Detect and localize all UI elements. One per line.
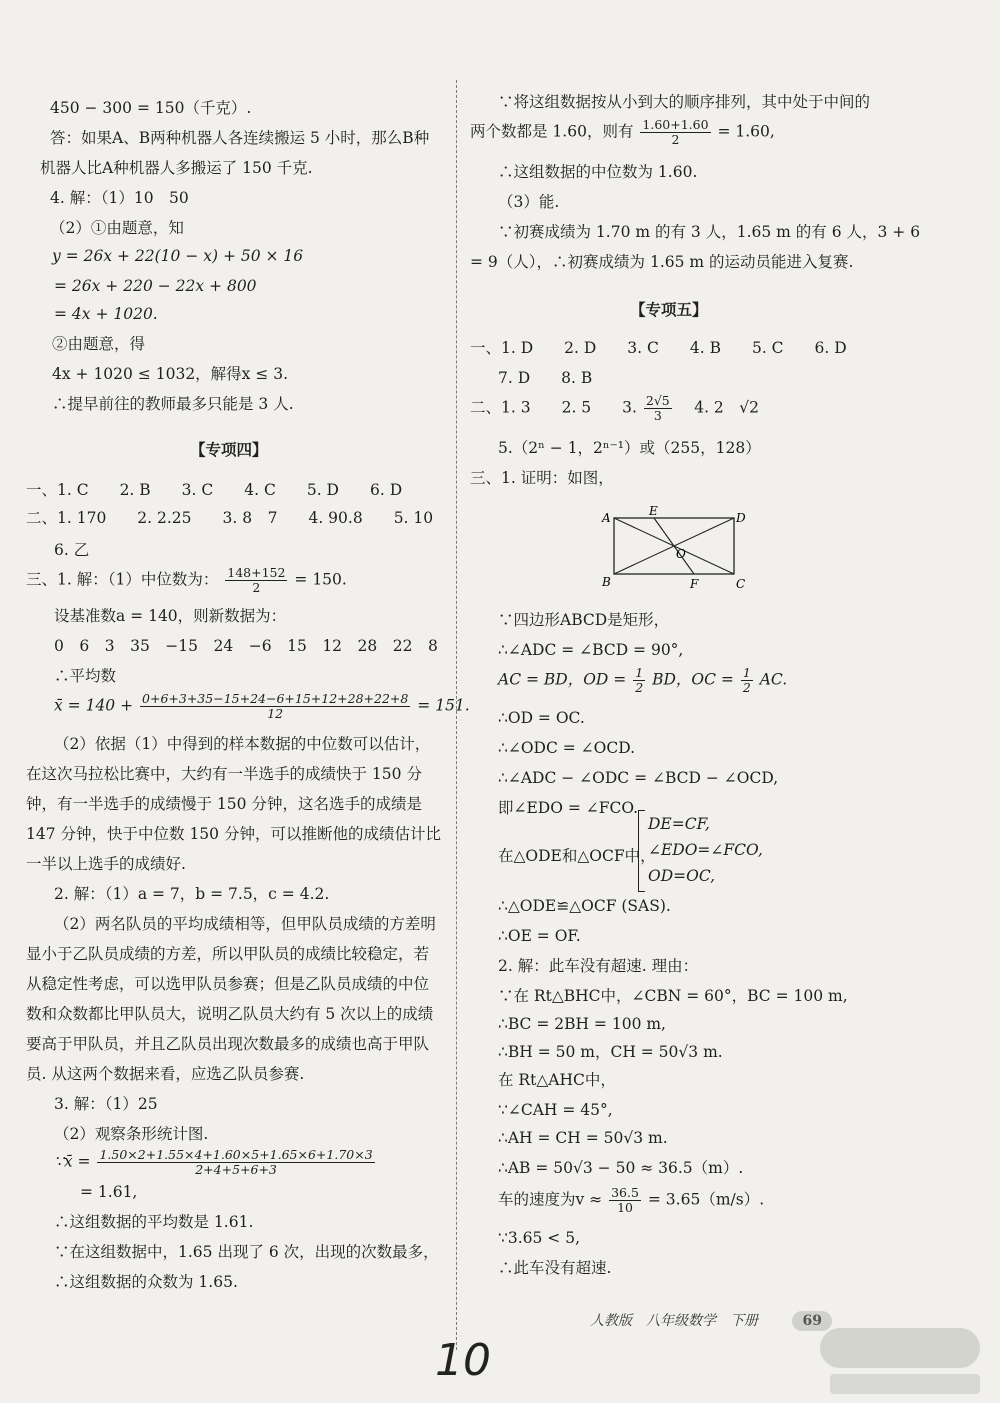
page-footer xyxy=(590,1310,832,1331)
equation-line: = 4x + 1020. xyxy=(54,305,158,323)
text-segment: 二、1. 3 2. 5 3. xyxy=(470,398,637,417)
equation-line: y = 26x + 22(10 − x) + 50 × 16 xyxy=(52,247,304,265)
fraction xyxy=(644,394,672,423)
text-segment: = 151. xyxy=(417,696,470,715)
answer-line: 二、1. 170 2. 2.25 3. 8 7 4. 90.8 5. 10 xyxy=(26,509,434,527)
fraction xyxy=(640,118,710,147)
fraction xyxy=(741,666,753,695)
text-line: 显小于乙队员成绩的方差，所以甲队员的成绩比较稳定，若 xyxy=(26,945,430,963)
text-segment: 两个数都是 1.60，则有 xyxy=(470,122,634,141)
text-line: 从稳定性考虑，可以选甲队员参赛；但是乙队员成绩的中位 xyxy=(26,975,430,993)
label-d: D xyxy=(736,511,746,525)
mean-line xyxy=(54,692,470,721)
answer-line: 一、1. D 2. D 3. C 4. B 5. C 6. D xyxy=(470,339,847,357)
text-line: （2）观察条形统计图. xyxy=(54,1125,209,1143)
fraction-denominator: 2 xyxy=(671,132,680,147)
text-line: ∴△ODE≌△OCF (SAS). xyxy=(498,897,671,915)
text-line: 设基准数a = 140，则新数据为： xyxy=(54,607,287,625)
text-line: 450 − 300 = 150（千克）. xyxy=(50,99,252,117)
text-line: ∴BH = 50 m，CH = 50√3 m. xyxy=(498,1043,723,1061)
text-line: ∴此车没有超速. xyxy=(498,1259,612,1277)
data-row: 0 6 3 35 −15 24 −6 15 12 28 22 8 xyxy=(54,637,438,655)
text-segment: = 150. xyxy=(294,570,347,589)
text-line: ∴∠ADC = ∠BCD = 90°, xyxy=(498,641,684,659)
fraction-denominator: 2 xyxy=(635,680,644,695)
fraction xyxy=(97,1148,374,1177)
fraction-numerator: 0+6+3+35−15+24−6+15+12+28+22+8 xyxy=(142,691,409,706)
text-segment: AC. xyxy=(759,670,788,689)
text-line: ∵3.65 < 5, xyxy=(498,1229,581,1247)
fraction-denominator: 2+4+5+6+3 xyxy=(195,1162,277,1177)
label-a: A xyxy=(602,511,611,525)
text-line: ∵在 Rt△BHC中，∠CBN = 60°，BC = 100 m, xyxy=(498,987,848,1005)
text-line: ∴平均数 xyxy=(54,667,117,685)
section-title-4: 【专项四】 xyxy=(190,440,268,459)
watermark-strip xyxy=(830,1374,980,1394)
fraction-numerator: 1 xyxy=(635,665,644,680)
text-line: ∵将这组数据按从小到大的顺序排列，其中处于中间的 xyxy=(498,93,871,111)
text-line: 三、1. 证明：如图， xyxy=(470,469,614,487)
segment-ef xyxy=(654,518,694,574)
equation-line: = 26x + 220 − 22x + 800 xyxy=(54,277,257,295)
median-line xyxy=(470,118,775,147)
text-segment: = 3.65（m/s）. xyxy=(647,1190,765,1209)
text-line: 4x + 1020 ≤ 1032，解得x ≤ 3. xyxy=(52,365,289,383)
text-segment: ∵x̄ = xyxy=(54,1152,91,1171)
text-line: = 9（人），∴初赛成绩为 1.65 m 的运动员能进入复赛. xyxy=(470,253,854,271)
text-line: （2）①由题意，知 xyxy=(50,219,184,237)
text-line: ∴AB = 50√3 − 50 ≈ 36.5（m）. xyxy=(498,1159,744,1177)
weighted-mean-line xyxy=(54,1148,377,1177)
text-line: （2）依据（1）中得到的样本数据的中位数可以估计， xyxy=(54,735,431,753)
text-line: ∴这组数据的中位数为 1.60. xyxy=(498,163,698,181)
median-line xyxy=(26,566,347,595)
fraction-numerator: 1.60+1.60 xyxy=(642,117,709,132)
label-b: B xyxy=(602,575,611,589)
text-line: 要高于甲队员，并且乙队员出现次数最多的成绩也高于甲队 xyxy=(26,1035,430,1053)
brace-line: ∠EDO=∠FCO, xyxy=(648,841,763,859)
label-c: C xyxy=(736,577,746,591)
text-line: 在 Rt△AHC中， xyxy=(498,1071,616,1089)
text-segment: x̄ = 140 + xyxy=(54,696,134,715)
text-line: 数和众数都比甲队员大，说明乙队员大约有 5 次以上的成绩 xyxy=(26,1005,434,1023)
text-segment: AC = BD，OD = xyxy=(498,670,627,689)
handwritten-mark: 10 xyxy=(435,1335,491,1386)
answer-line: 6. 乙 xyxy=(54,541,90,559)
text-line: 答：如果A、B两种机器人各连续搬运 5 小时，那么B种 xyxy=(50,129,430,147)
fraction-denominator: 10 xyxy=(617,1200,633,1215)
edition-label: 人教版 八年级数学 下册 xyxy=(590,1313,758,1329)
answer-line xyxy=(470,394,759,423)
fraction-denominator: 2 xyxy=(742,680,751,695)
text-line: = 1.61, xyxy=(80,1183,138,1201)
fraction-numerator: 1.50×2+1.55×4+1.60×5+1.65×6+1.70×3 xyxy=(99,1147,373,1162)
text-line: 机器人比A种机器人多搬运了 150 千克. xyxy=(40,159,313,177)
answer-line: 5.（2ⁿ − 1，2ⁿ⁻¹）或（255，128） xyxy=(498,439,761,457)
text-segment: 4. 2 √2 xyxy=(678,398,760,417)
brace-line: DE=CF, xyxy=(648,815,710,833)
text-segment: 三、1. 解：（1）中位数为： xyxy=(26,570,219,589)
fraction-numerator: 36.5 xyxy=(611,1185,639,1200)
rectangle-figure xyxy=(600,506,750,596)
text-segment: 车的速度为v ≈ xyxy=(498,1190,603,1209)
answer-line: 一、1. C 2. B 3. C 4. C 5. D 6. D xyxy=(26,481,403,499)
section-title-5: 【专项五】 xyxy=(630,300,708,319)
text-line: ∴这组数据的平均数是 1.61. xyxy=(54,1213,254,1231)
text-line: ∴OE = OF. xyxy=(498,927,581,945)
text-line: ∵∠CAH = 45°, xyxy=(498,1101,613,1119)
text-line: 2. 解：此车没有超速. 理由： xyxy=(498,957,699,975)
label-o: O xyxy=(676,547,686,561)
watermark-badge xyxy=(820,1328,980,1368)
text-line: ∴提早前往的教师最多只能是 3 人. xyxy=(52,395,294,413)
fraction-denominator: 2 xyxy=(252,580,261,595)
fraction xyxy=(609,1186,641,1215)
label-e: E xyxy=(649,506,658,518)
text-line: ∵在这组数据中，1.65 出现了 6 次，出现的次数最多， xyxy=(54,1243,439,1261)
text-segment: = 1.60, xyxy=(717,122,775,141)
fraction-numerator: 148+152 xyxy=(227,565,286,580)
text-line: ∴OD = OC. xyxy=(498,709,585,727)
text-line: 3. 解：（1）25 xyxy=(54,1095,158,1113)
text-line: （3）能. xyxy=(498,193,560,211)
fraction-numerator: 2√5 xyxy=(645,393,670,408)
fraction xyxy=(140,692,410,721)
text-segment: BD，OC = xyxy=(652,670,734,689)
text-line: 2. 解：（1）a = 7，b = 7.5，c = 4.2. xyxy=(54,885,330,903)
text-line: 即∠EDO = ∠FCO. xyxy=(498,799,639,817)
text-line: ∴这组数据的众数为 1.65. xyxy=(54,1273,238,1291)
text-line: ∴∠ADC − ∠ODC = ∠BCD − ∠OCD, xyxy=(498,769,779,787)
page-number: 69 xyxy=(792,1311,831,1331)
half-diagonal-line xyxy=(498,666,787,695)
text-line: ∴AH = CH = 50√3 m. xyxy=(498,1129,668,1147)
brace-line: OD=OC, xyxy=(648,867,716,885)
fraction-numerator: 1 xyxy=(742,665,751,680)
text-line: 在这次马拉松比赛中，大约有一半选手的成绩快于 150 分 xyxy=(26,765,422,783)
text-line: 钟，有一半选手的成绩慢于 150 分钟，这名选手的成绩是 xyxy=(26,795,422,813)
fraction xyxy=(633,666,645,695)
text-line: ∴BC = 2BH = 100 m, xyxy=(498,1015,666,1033)
fraction-denominator: 12 xyxy=(267,706,284,721)
site-watermark-logo xyxy=(800,1320,990,1400)
text-line: ∵四边形ABCD是矩形， xyxy=(498,611,670,629)
text-line: ②由题意，得 xyxy=(52,335,146,353)
fraction xyxy=(225,566,287,595)
speed-line xyxy=(498,1186,764,1215)
label-f: F xyxy=(690,577,699,591)
answer-line: 7. D 8. B xyxy=(498,369,593,387)
text-line: ∵初赛成绩为 1.70 m 的有 3 人，1.65 m 的有 6 人，3 + 6 xyxy=(498,223,921,241)
text-line: 一半以上选手的成绩好. xyxy=(26,855,186,873)
text-line: 在△ODE和△OCF中， xyxy=(498,847,656,865)
text-line: （2）两名队员的平均成绩相等，但甲队员成绩的方差明 xyxy=(54,915,436,933)
text-line: 员. 从这两个数据来看，应选乙队员参赛. xyxy=(26,1065,305,1083)
text-line: 147 分钟，快于中位数 150 分钟，可以推断他的成绩估计比 xyxy=(26,825,441,843)
fraction-denominator: 3 xyxy=(653,408,662,423)
system-brace xyxy=(638,810,645,892)
text-line: 4. 解：（1）10 50 xyxy=(50,189,189,207)
text-line: ∴∠ODC = ∠OCD. xyxy=(498,739,636,757)
